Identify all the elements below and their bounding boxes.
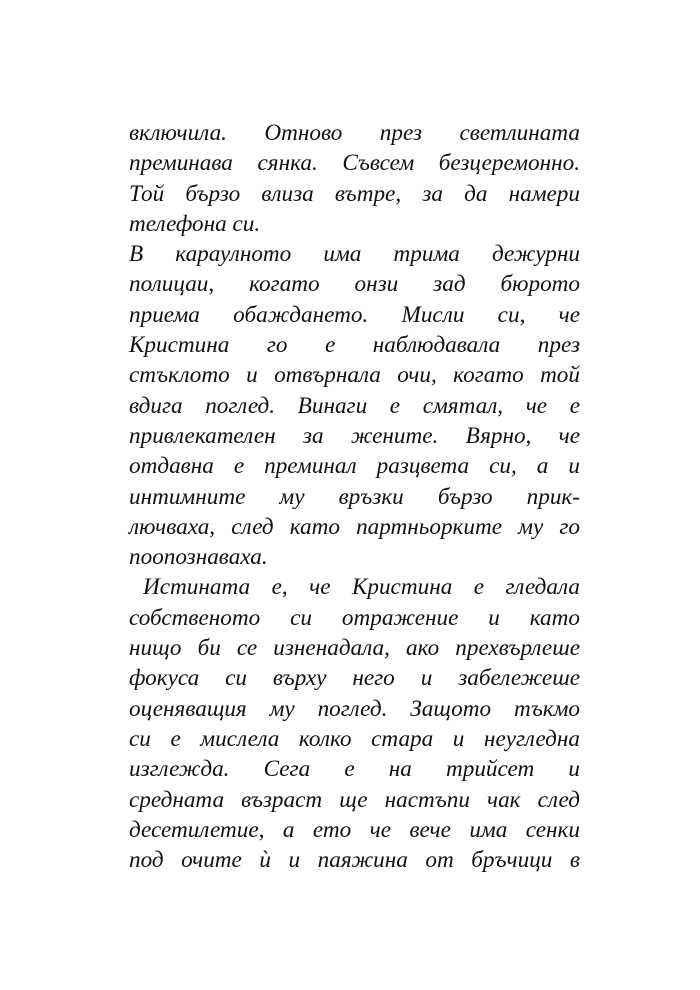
text-line: включила. Отново през светлината <box>129 120 580 146</box>
text-line: Кристина го е наблюдавала през <box>129 332 580 359</box>
text-line: оценяващия му поглед. Защото тъкмо <box>129 695 580 722</box>
text-line: фокуса си върху него и забележеше <box>129 665 580 692</box>
body-text <box>129 118 580 875</box>
text-line: привлекателен за жените. Вярно, че <box>129 422 580 449</box>
text-line: отдавна е преминал разцвета си, а и <box>129 453 580 480</box>
text-line: изглежда. Сега е на трийсет и <box>129 756 580 783</box>
text-line: под очите ѝ и паяжина от бръчици в <box>129 847 580 874</box>
text-line: десетилетие, а ето че вече има сенки <box>129 816 580 843</box>
text-line: В караулното има трима дежурни <box>129 241 580 268</box>
text-line: преминава сянка. Съвсем безцеремонно. <box>129 150 580 177</box>
text-line: стъклото и отвърнала очи, когато той <box>129 362 580 389</box>
text-line: полицаи, когато онзи зад бюрото <box>129 271 580 298</box>
text-line: поопознаваха. <box>129 544 268 571</box>
text-line: собственото си отражение и като <box>129 604 580 631</box>
text-line: интимните му връзки бързо прик- <box>129 483 580 510</box>
text-line: Той бързо влиза вътре, за да намери <box>129 180 580 207</box>
text-line: средната възраст ще настъпи чак след <box>129 786 580 813</box>
text-line: нищо би се изненадала, ако прехвърлеше <box>129 635 580 662</box>
text-line: Истината е, че Кристина е гледала <box>143 574 580 601</box>
text-line: си е мислела колко стара и неугледна <box>129 725 580 752</box>
text-line: вдига поглед. Винаги е смятал, че е <box>129 392 580 419</box>
text-line: приема обаждането. Мисли си, че <box>129 301 580 328</box>
text-line: телефона си. <box>129 210 261 237</box>
text-line: лючваха, след като партньорките му го <box>129 513 580 540</box>
